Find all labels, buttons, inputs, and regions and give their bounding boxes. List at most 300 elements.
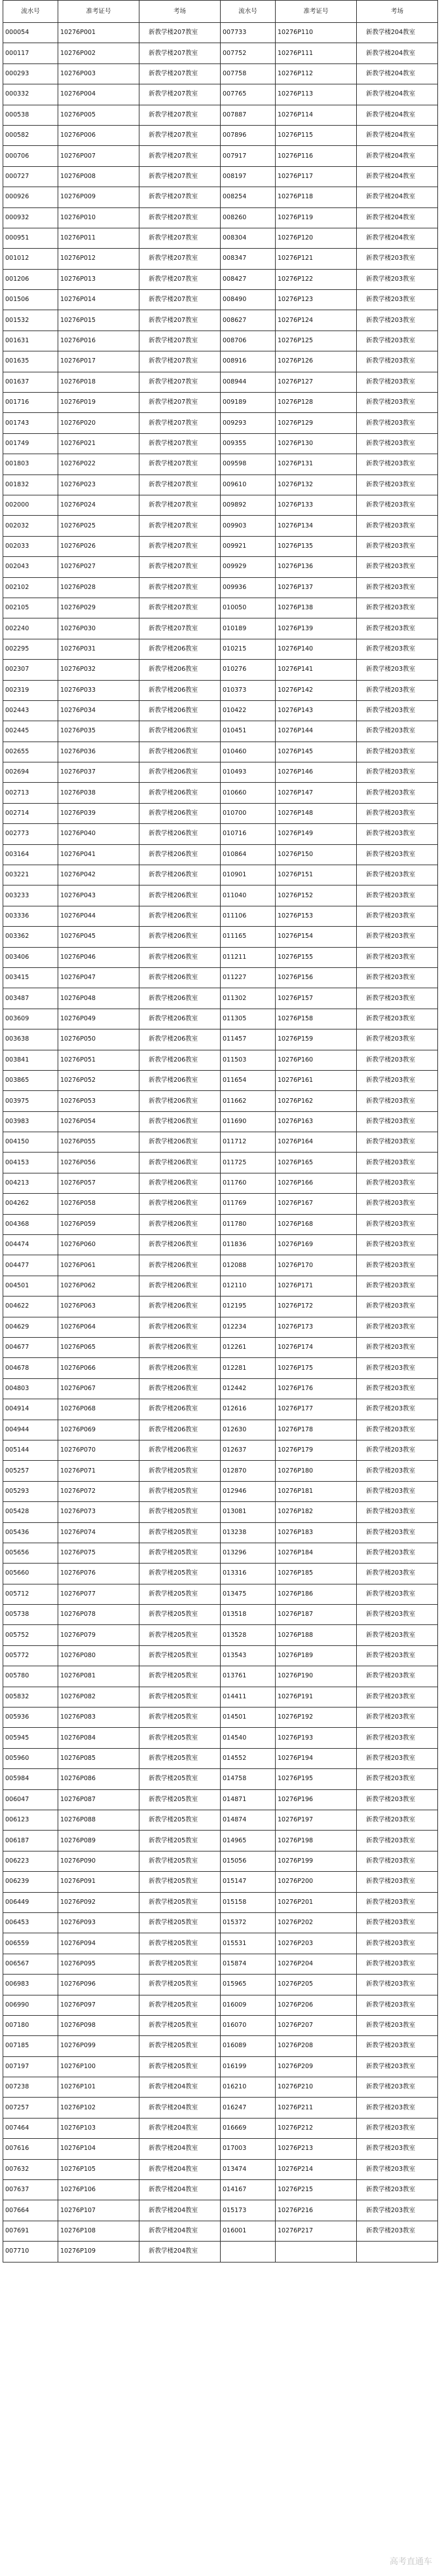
admission-number-cell: 10276P211: [276, 2098, 357, 2118]
exam-room-cell: 新教学楼206教室: [139, 1358, 221, 1378]
admission-number-cell: 10276P192: [276, 1708, 357, 1728]
admission-number-cell: 10276P034: [58, 700, 139, 721]
admission-number-cell: 10276P012: [58, 249, 139, 269]
serial-number-cell: 012630: [221, 1420, 276, 1440]
exam-room-cell: 新教学楼204教室: [139, 2242, 221, 2262]
admission-number-cell: 10276P027: [58, 557, 139, 577]
serial-number-cell: 001832: [3, 474, 58, 495]
admission-number-cell: 10276P217: [276, 2221, 357, 2241]
exam-room-cell: 新教学楼203教室: [357, 1625, 438, 1645]
exam-room-cell: 新教学楼203教室: [357, 454, 438, 474]
serial-number-cell: 014874: [221, 1810, 276, 1830]
table-row: [3, 700, 438, 721]
exam-room-cell: 新教学楼203教室: [357, 1358, 438, 1378]
exam-room-cell: 新教学楼204教室: [357, 23, 438, 43]
exam-room-cell: 新教学楼203教室: [357, 1748, 438, 1768]
watermark-text: 高考直通车: [389, 2557, 432, 2567]
serial-number-cell: 004153: [3, 1153, 58, 1173]
serial-number-cell: 001635: [3, 351, 58, 372]
exam-room-cell: 新教学楼203教室: [357, 1338, 438, 1358]
table-row: [3, 721, 438, 742]
exam-room-cell: 新教学楼204教室: [139, 2118, 221, 2138]
exam-room-cell: 新教学楼206教室: [139, 1214, 221, 1234]
serial-number-cell: 005945: [3, 1728, 58, 1748]
exam-room-cell: 新教学楼203教室: [357, 660, 438, 680]
exam-room-cell: 新教学楼206教室: [139, 1194, 221, 1214]
table-row: [3, 1070, 438, 1090]
exam-room-cell: 新教学楼203教室: [357, 885, 438, 906]
exam-room-cell: 新教学楼203教室: [357, 988, 438, 1009]
admission-number-cell: 10276P008: [58, 166, 139, 187]
exam-room-cell: 新教学楼203教室: [357, 557, 438, 577]
exam-room-cell: 新教学楼207教室: [139, 228, 221, 248]
serial-number-cell: 000727: [3, 166, 58, 187]
admission-number-cell: 10276P137: [276, 577, 357, 598]
serial-number-cell: 004944: [3, 1420, 58, 1440]
serial-number-cell: 010716: [221, 824, 276, 844]
admission-number-cell: 10276P057: [58, 1173, 139, 1193]
admission-number-cell: 10276P132: [276, 474, 357, 495]
serial-number-cell: 010700: [221, 803, 276, 823]
serial-number-cell: 006239: [3, 1872, 58, 1892]
serial-number-cell: 010451: [221, 721, 276, 742]
admission-number-cell: 10276P153: [276, 906, 357, 926]
admission-number-cell: 10276P001: [58, 23, 139, 43]
admission-number-cell: 10276P190: [276, 1666, 357, 1687]
admission-number-cell: 10276P156: [276, 967, 357, 988]
serial-number-cell: 004477: [3, 1255, 58, 1276]
admission-number-cell: 10276P214: [276, 2159, 357, 2179]
admission-number-cell: 10276P097: [58, 1995, 139, 2015]
exam-room-cell: 新教学楼204教室: [139, 2200, 221, 2221]
serial-number-cell: 011106: [221, 906, 276, 926]
serial-number-cell: 007752: [221, 43, 276, 63]
exam-room-cell: 新教学楼203教室: [357, 1153, 438, 1173]
exam-room-table: [3, 0, 438, 2263]
serial-number-cell: 007616: [3, 2139, 58, 2159]
table-row: [3, 1276, 438, 1296]
table-row: [3, 1009, 438, 1029]
exam-room-cell: 新教学楼207教室: [139, 105, 221, 125]
serial-number-cell: 002714: [3, 803, 58, 823]
exam-room-cell: 新教学楼203教室: [357, 2180, 438, 2200]
serial-number-cell: 012261: [221, 1338, 276, 1358]
serial-number-cell: 012870: [221, 1461, 276, 1481]
table-row: [3, 290, 438, 310]
admission-number-cell: 10276P168: [276, 1214, 357, 1234]
table-row: [3, 1645, 438, 1666]
admission-number-cell: 10276P183: [276, 1522, 357, 1543]
table-row: [3, 1440, 438, 1460]
admission-number-cell: 10276P207: [276, 2015, 357, 2035]
exam-room-cell: 新教学楼203教室: [357, 1009, 438, 1029]
serial-number-cell: 009921: [221, 536, 276, 556]
serial-number-cell: 005936: [3, 1708, 58, 1728]
exam-room-cell: 新教学楼205教室: [139, 1564, 221, 1584]
admission-number-cell: 10276P128: [276, 393, 357, 413]
table-row: [3, 1378, 438, 1399]
exam-room-cell: 新教学楼203教室: [357, 536, 438, 556]
table-row: [3, 207, 438, 228]
exam-room-cell: 新教学楼204教室: [357, 63, 438, 84]
admission-number-cell: 10276P072: [58, 1481, 139, 1501]
exam-room-cell: 新教学楼203教室: [357, 2139, 438, 2159]
admission-number-cell: 10276P016: [58, 331, 139, 351]
table-row: [3, 1543, 438, 1563]
exam-room-cell: 新教学楼206教室: [139, 947, 221, 967]
serial-number-cell: 006567: [3, 1954, 58, 1974]
serial-number-cell: 015874: [221, 1954, 276, 1974]
exam-room-cell: 新教学楼203教室: [357, 1933, 438, 1954]
admission-number-cell: 10276P130: [276, 433, 357, 454]
admission-number-cell: 10276P112: [276, 63, 357, 84]
serial-number-cell: 009189: [221, 393, 276, 413]
exam-room-cell: 新教学楼203教室: [357, 1975, 438, 1995]
admission-number-cell: 10276P015: [58, 310, 139, 331]
admission-number-cell: 10276P080: [58, 1645, 139, 1666]
admission-number-cell: 10276P085: [58, 1748, 139, 1768]
table-row: [3, 1050, 438, 1070]
serial-number-cell: 005752: [3, 1625, 58, 1645]
admission-number-cell: 10276P113: [276, 84, 357, 105]
serial-number-cell: 002043: [3, 557, 58, 577]
exam-room-cell: 新教学楼207教室: [139, 577, 221, 598]
serial-number-cell: 002000: [3, 495, 58, 515]
table-row: [3, 1091, 438, 1111]
admission-number-cell: 10276P149: [276, 824, 357, 844]
serial-number-cell: 001012: [3, 249, 58, 269]
exam-room-cell: 新教学楼205教室: [139, 1584, 221, 1604]
serial-number-cell: 011662: [221, 1091, 276, 1111]
serial-number-cell: 007765: [221, 84, 276, 105]
table-row: [3, 1461, 438, 1481]
serial-number-cell: 013081: [221, 1502, 276, 1522]
admission-number-cell: 10276P003: [58, 63, 139, 84]
exam-room-cell: 新教学楼206教室: [139, 885, 221, 906]
serial-number-cell: 001637: [3, 372, 58, 392]
exam-room-cell: 新教学楼206教室: [139, 1440, 221, 1460]
exam-room-cell: 新教学楼206教室: [139, 660, 221, 680]
serial-number-cell: 016199: [221, 2056, 276, 2077]
exam-room-cell: 新教学楼207教室: [139, 187, 221, 207]
table-row: [3, 43, 438, 63]
table-row: [3, 1789, 438, 1810]
admission-number-cell: 10276P174: [276, 1338, 357, 1358]
serial-number-cell: 016089: [221, 2036, 276, 2056]
serial-number-cell: 005428: [3, 1502, 58, 1522]
table-row: [3, 844, 438, 865]
serial-number-cell: 001716: [3, 393, 58, 413]
serial-number-cell: 009892: [221, 495, 276, 515]
table-row: [3, 351, 438, 372]
serial-number-cell: 005832: [3, 1687, 58, 1707]
serial-number-cell: 006449: [3, 1892, 58, 1912]
serial-number-cell: 010460: [221, 742, 276, 762]
admission-number-cell: 10276P143: [276, 700, 357, 721]
table-row: [3, 1995, 438, 2015]
exam-room-cell: 新教学楼204教室: [357, 207, 438, 228]
exam-room-cell: 新教学楼204教室: [139, 2180, 221, 2200]
admission-number-cell: 10276P170: [276, 1255, 357, 1276]
admission-number-cell: 10276P056: [58, 1153, 139, 1173]
exam-room-cell: 新教学楼203教室: [357, 1194, 438, 1214]
admission-number-cell: 10276P169: [276, 1235, 357, 1255]
serial-number-cell: 007180: [3, 2015, 58, 2035]
admission-number-cell: 10276P179: [276, 1440, 357, 1460]
admission-number-cell: 10276P194: [276, 1748, 357, 1768]
admission-number-cell: 10276P064: [58, 1317, 139, 1337]
serial-number-cell: 007691: [3, 2221, 58, 2241]
exam-room-cell: 新教学楼203教室: [357, 2056, 438, 2077]
serial-number-cell: 011503: [221, 1050, 276, 1070]
table-row: [3, 1605, 438, 1625]
table-row: [3, 947, 438, 967]
table-row: [3, 906, 438, 926]
serial-number-cell: 002032: [3, 516, 58, 536]
exam-room-cell: 新教学楼203教室: [357, 351, 438, 372]
exam-room-cell: 新教学楼205教室: [139, 1625, 221, 1645]
serial-number-cell: 010901: [221, 865, 276, 885]
exam-room-cell: 新教学楼203教室: [357, 1522, 438, 1543]
exam-room-cell: 新教学楼203教室: [357, 1645, 438, 1666]
admission-number-cell: 10276P043: [58, 885, 139, 906]
serial-number-cell: 001743: [3, 413, 58, 433]
serial-number-cell: 003362: [3, 927, 58, 947]
serial-number-cell: 000054: [3, 23, 58, 43]
serial-number-cell: 004803: [3, 1378, 58, 1399]
admission-number-cell: 10276P109: [58, 2242, 139, 2262]
admission-number-cell: 10276P163: [276, 1111, 357, 1132]
admission-number-cell: 10276P210: [276, 2077, 357, 2098]
admission-number-cell: 10276P188: [276, 1625, 357, 1645]
table-row: [3, 84, 438, 105]
exam-room-cell: 新教学楼205教室: [139, 1502, 221, 1522]
admission-number-cell: 10276P122: [276, 269, 357, 289]
exam-room-cell: 新教学楼206教室: [139, 1173, 221, 1193]
admission-number-cell: 10276P155: [276, 947, 357, 967]
admission-number-cell: 10276P166: [276, 1173, 357, 1193]
admission-number-cell: 10276P160: [276, 1050, 357, 1070]
exam-room-cell: 新教学楼203教室: [357, 413, 438, 433]
serial-number-cell: 011760: [221, 1173, 276, 1193]
exam-room-cell: 新教学楼207教室: [139, 310, 221, 331]
serial-number-cell: 004678: [3, 1358, 58, 1378]
table-row: [3, 1708, 438, 1728]
exam-room-cell: 新教学楼203教室: [357, 618, 438, 639]
serial-number-cell: 012442: [221, 1378, 276, 1399]
serial-number-cell: 002240: [3, 618, 58, 639]
admission-number-cell: 10276P005: [58, 105, 139, 125]
exam-room-cell: 新教学楼203教室: [357, 947, 438, 967]
serial-number-cell: 010660: [221, 783, 276, 803]
serial-number-cell: 003221: [3, 865, 58, 885]
exam-room-cell: 新教学楼205教室: [139, 1543, 221, 1563]
table-row: [3, 1235, 438, 1255]
table-row: [3, 824, 438, 844]
exam-room-cell: 新教学楼203教室: [357, 1440, 438, 1460]
serial-number-cell: 013474: [221, 2159, 276, 2179]
admission-number-cell: 10276P146: [276, 762, 357, 783]
exam-room-cell: 新教学楼207教室: [139, 372, 221, 392]
admission-number-cell: 10276P119: [276, 207, 357, 228]
serial-number-cell: 015158: [221, 1892, 276, 1912]
admission-number-cell: 10276P116: [276, 146, 357, 166]
table-row: [3, 2056, 438, 2077]
admission-number-cell: 10276P060: [58, 1235, 139, 1255]
serial-number-cell: 009936: [221, 577, 276, 598]
admission-number-cell: 10276P058: [58, 1194, 139, 1214]
admission-number-cell: 10276P071: [58, 1461, 139, 1481]
exam-room-cell: 新教学楼203教室: [357, 2118, 438, 2138]
table-row: [3, 1851, 438, 1871]
serial-number-cell: 006990: [3, 1995, 58, 2015]
exam-room-cell: 新教学楼204教室: [139, 2077, 221, 2098]
exam-room-cell: 新教学楼203教室: [357, 1214, 438, 1234]
exam-room-cell: 新教学楼203教室: [357, 1543, 438, 1563]
serial-number-cell: 002319: [3, 680, 58, 700]
serial-number-cell: 006047: [3, 1789, 58, 1810]
table-row: [3, 331, 438, 351]
exam-room-cell: 新教学楼203教室: [357, 269, 438, 289]
table-row: [3, 1132, 438, 1153]
serial-number-cell: 003487: [3, 988, 58, 1009]
exam-room-cell: 新教学楼203教室: [357, 639, 438, 659]
serial-number-cell: 012281: [221, 1358, 276, 1378]
admission-number-cell: 10276P031: [58, 639, 139, 659]
exam-room-cell: 新教学楼203教室: [357, 824, 438, 844]
serial-number-cell: 016669: [221, 2118, 276, 2138]
admission-number-cell: 10276P133: [276, 495, 357, 515]
exam-room-cell: 新教学楼207教室: [139, 433, 221, 454]
admission-number-cell: 10276P053: [58, 1091, 139, 1111]
serial-number-cell: 011690: [221, 1111, 276, 1132]
table-row: [3, 803, 438, 823]
serial-number-cell: 015372: [221, 1912, 276, 1933]
serial-number-cell: 011780: [221, 1214, 276, 1234]
serial-number-cell: 010215: [221, 639, 276, 659]
table-row: [3, 125, 438, 145]
exam-room-cell: 新教学楼203教室: [357, 2221, 438, 2241]
admission-number-cell: 10276P091: [58, 1872, 139, 1892]
serial-number-cell: 007710: [3, 2242, 58, 2262]
admission-number-cell: 10276P157: [276, 988, 357, 1009]
exam-room-cell: 新教学楼203教室: [357, 577, 438, 598]
admission-number-cell: 10276P101: [58, 2077, 139, 2098]
admission-number-cell: 10276P094: [58, 1933, 139, 1954]
admission-number-cell: 10276P098: [58, 2015, 139, 2035]
admission-number-cell: 10276P092: [58, 1892, 139, 1912]
exam-room-cell: 新教学楼205教室: [139, 1708, 221, 1728]
admission-number-cell: 10276P121: [276, 249, 357, 269]
exam-room-cell: 新教学楼203教室: [357, 1912, 438, 1933]
serial-number-cell: 009929: [221, 557, 276, 577]
table-row: [3, 1810, 438, 1830]
exam-room-cell: 新教学楼204教室: [357, 228, 438, 248]
exam-room-cell: 新教学楼205教室: [139, 1954, 221, 1974]
admission-number-cell: 10276P075: [58, 1543, 139, 1563]
table-row: [3, 1687, 438, 1707]
admission-number-cell: 10276P066: [58, 1358, 139, 1378]
serial-number-cell: 015147: [221, 1872, 276, 1892]
admission-number-cell: 10276P201: [276, 1892, 357, 1912]
admission-number-cell: 10276P180: [276, 1461, 357, 1481]
admission-number-cell: 10276P047: [58, 967, 139, 988]
table-row: [3, 2118, 438, 2138]
exam-room-cell: 新教学楼207教室: [139, 618, 221, 639]
admission-number-cell: 10276P062: [58, 1276, 139, 1296]
table-row: [3, 557, 438, 577]
admission-number-cell: 10276P059: [58, 1214, 139, 1234]
exam-room-cell: 新教学楼206教室: [139, 1029, 221, 1050]
exam-room-cell: 新教学楼203教室: [357, 290, 438, 310]
exam-room-cell: 新教学楼205教室: [139, 1933, 221, 1954]
serial-number-cell: 002773: [3, 824, 58, 844]
admission-number-cell: 10276P039: [58, 803, 139, 823]
serial-number-cell: 003983: [3, 1111, 58, 1132]
serial-number-cell: 000332: [3, 84, 58, 105]
exam-room-cell: 新教学楼207教室: [139, 331, 221, 351]
exam-room-cell: 新教学楼205教室: [139, 1975, 221, 1995]
exam-room-cell: 新教学楼203教室: [357, 742, 438, 762]
exam-room-cell: 新教学楼205教室: [139, 1728, 221, 1748]
exam-room-cell: 新教学楼203教室: [357, 1317, 438, 1337]
admission-number-cell: 10276P032: [58, 660, 139, 680]
exam-room-cell: 新教学楼207教室: [139, 63, 221, 84]
admission-number-cell: 10276P084: [58, 1728, 139, 1748]
exam-room-cell: 新教学楼203教室: [357, 700, 438, 721]
serial-number-cell: 010189: [221, 618, 276, 639]
exam-room-cell: 新教学楼203教室: [357, 2077, 438, 2098]
admission-number-cell: 10276P046: [58, 947, 139, 967]
serial-number-cell: 008490: [221, 290, 276, 310]
serial-number-cell: 003233: [3, 885, 58, 906]
exam-room-cell: 新教学楼203教室: [357, 2036, 438, 2056]
exam-room-cell: 新教学楼207教室: [139, 454, 221, 474]
admission-number-cell: 10276P171: [276, 1276, 357, 1296]
exam-room-cell: 新教学楼203教室: [357, 310, 438, 331]
exam-room-cell: 新教学楼206教室: [139, 1132, 221, 1153]
exam-room-cell: 新教学楼205教室: [139, 1851, 221, 1871]
table-row: [3, 1954, 438, 1974]
serial-number-cell: 004501: [3, 1276, 58, 1296]
admission-number-cell: 10276P162: [276, 1091, 357, 1111]
exam-room-cell: 新教学楼203教室: [357, 1070, 438, 1090]
admission-number-cell: 10276P209: [276, 2056, 357, 2077]
table-row: [3, 598, 438, 618]
serial-number-cell: 011654: [221, 1070, 276, 1090]
exam-room-cell: 新教学楼203教室: [357, 1502, 438, 1522]
serial-number-cell: 005144: [3, 1440, 58, 1460]
exam-room-cell: 新教学楼203教室: [357, 680, 438, 700]
admission-number-cell: 10276P070: [58, 1440, 139, 1460]
serial-number-cell: 001631: [3, 331, 58, 351]
exam-room-cell: 新教学楼204教室: [139, 2221, 221, 2241]
admission-number-cell: 10276P212: [276, 2118, 357, 2138]
table-row: [3, 2015, 438, 2035]
admission-number-cell: 10276P104: [58, 2139, 139, 2159]
serial-number-cell: 016070: [221, 2015, 276, 2035]
table-row: [3, 1173, 438, 1193]
exam-room-cell: 新教学楼203教室: [357, 1584, 438, 1604]
admission-number-cell: 10276P068: [58, 1399, 139, 1420]
table-row: [3, 474, 438, 495]
exam-room-cell: 新教学楼203教室: [357, 2159, 438, 2179]
serial-number-cell: 007632: [3, 2159, 58, 2179]
serial-number-cell: 001803: [3, 454, 58, 474]
exam-room-cell: 新教学楼206教室: [139, 1111, 221, 1132]
admission-number-cell: 10276P191: [276, 1687, 357, 1707]
serial-number-cell: 000117: [3, 43, 58, 63]
